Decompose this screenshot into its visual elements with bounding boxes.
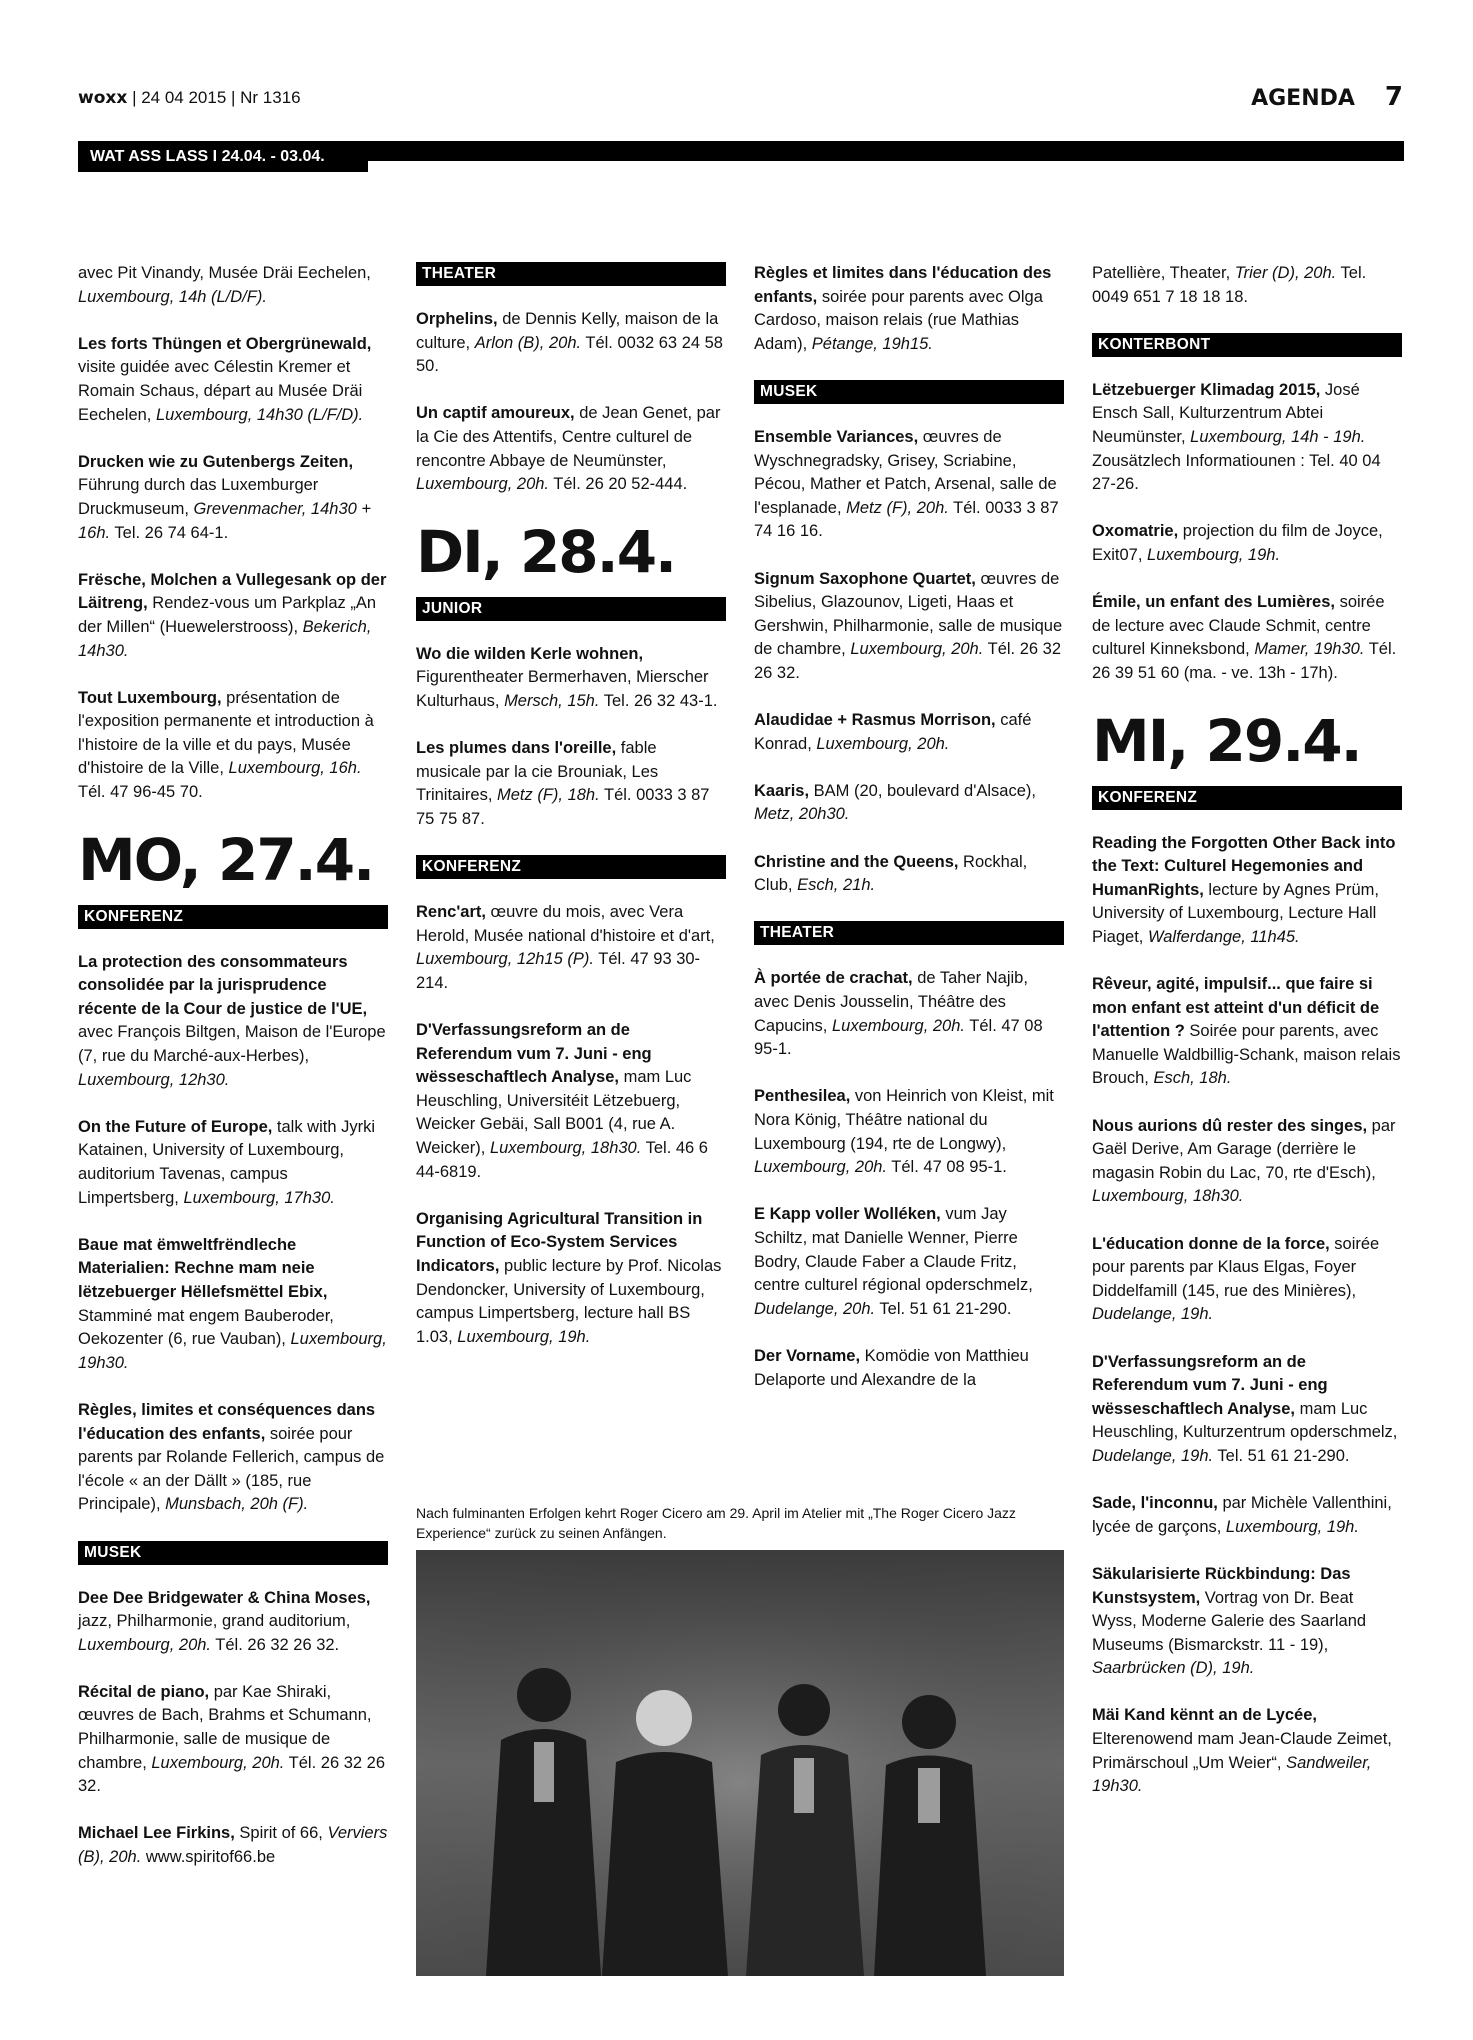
event-details: de Jean Genet, par la Cie des Attentifs, Centre culturel de rencontre Abbaye de Neumünster,: [416, 404, 721, 470]
event-details: Tél. 26 32 26 32.: [211, 1635, 340, 1654]
event-title: Lëtzebuerger Klimadag 2015,: [1092, 380, 1321, 399]
event-details: Tel. 0049 651 7 18 18 18.: [1092, 264, 1367, 306]
event-details: Rendez-vous um Parkplaz „An der Millen“ (Huewelerstrooss),: [78, 594, 377, 636]
event-title: Les plumes dans l'oreille,: [416, 739, 617, 758]
header-section: [1251, 82, 1403, 112]
event-listing: [1092, 1492, 1402, 1539]
event-listing: [1092, 591, 1402, 685]
section-title: AGENDA: [1251, 86, 1355, 111]
event-place-time: Luxembourg, 16h.: [228, 759, 362, 778]
event-place-time: Arlon (B), 20h.: [474, 333, 582, 352]
event-details: soirée de lecture avec Claude Schmit, centre culturel Kinneksbond,: [1092, 593, 1385, 659]
event-details: café Konrad,: [754, 711, 1032, 753]
subhead-label: WAT ASS LASS I 24.04. - 03.04.: [78, 141, 368, 172]
event-place-time: Bekerich, 14h30.: [78, 617, 372, 660]
event-listing: [754, 426, 1064, 544]
event-details: talk with Jyrki Katainen, University of Luxembourg, auditorium Tavenas, campus Limpertsberg,: [78, 1117, 376, 1207]
event-place-time: Trier (D), 20h.: [1234, 264, 1337, 282]
event-listing: [78, 687, 388, 805]
event-details: José Ensch Sall, Kulturzentrum Abtei Neumünster,: [1092, 380, 1360, 446]
event-details: Tél. 47 96-45 70.: [78, 783, 203, 802]
event-place-time: Luxembourg, 20h.: [416, 475, 550, 494]
event-details: Tel. 51 61 21-290.: [875, 1299, 1012, 1318]
event-details: présentation de l'exposition permanente et introduction à l'histoire de la ville et du pays, Musée d'histoire de la Ville,: [78, 688, 374, 778]
event-title: E Kapp voller Wolléken,: [754, 1205, 941, 1224]
event-title: L'éducation donne de la force,: [1092, 1234, 1330, 1253]
event-details: Rockhal, Club,: [754, 852, 1028, 895]
event-title: On the Future of Europe,: [78, 1117, 273, 1136]
event-details: Tél. 26 32 26 32.: [78, 1753, 385, 1796]
event-details: Tel. 51 61 21-290.: [1213, 1446, 1350, 1465]
event-title: Christine and the Queens,: [754, 852, 959, 871]
event-details: BAM (20, boulevard d'Alsace),: [809, 781, 1036, 800]
event-place-time: Luxembourg, 17h30.: [183, 1188, 335, 1207]
event-listing: [416, 402, 726, 496]
event-listing: [1092, 1704, 1402, 1798]
event-listing: [416, 1019, 726, 1184]
event-title: Der Vorname,: [754, 1346, 861, 1365]
event-title: Alaudidae + Rasmus Morrison,: [754, 711, 996, 730]
event-listing: [416, 308, 726, 379]
event-details: avec Pit Vinandy, Musée Dräi Eechelen,: [78, 264, 371, 282]
event-title: Règles, limites et conséquences dans l'éducation des enfants,: [78, 1400, 376, 1443]
event-details: Tel. 46 6 44-6819.: [416, 1139, 708, 1181]
section-label: THEATER: [754, 921, 1064, 945]
event-title: Signum Saxophone Quartet,: [754, 569, 976, 588]
event-title: Règles et limites dans l'éducation des enfants,: [754, 264, 1052, 306]
event-title: Renc'art,: [416, 903, 486, 922]
event-listing: [754, 967, 1064, 1061]
event-details: Stamminé mat engem Bauberoder, Oekozenter (6, rue Vauban),: [78, 1306, 334, 1349]
event-details: Tél. 0033 3 87 75 75 87.: [416, 786, 710, 828]
day-heading: DI, 28.4.: [416, 517, 676, 586]
event-details: von Heinrich von Kleist, mit Nora König, Théâtre national du Luxembourg (194, rte de Longwy),: [754, 1087, 1054, 1153]
event-title: D'Verfassungsreform an de Referendum vum 7. Juni - eng wësseschaftlech Analyse,: [1092, 1352, 1328, 1418]
event-details: Elterenowend mam Jean-Claude Zeimet, Primärschoul „Um Weier“,: [1092, 1730, 1392, 1772]
event-place-time: Metz (F), 20h.: [846, 498, 949, 517]
event-details: de Taher Najib, avec Denis Jousselin, Théâtre des Capucins,: [754, 969, 1028, 1035]
event-listing: [416, 737, 726, 831]
event-place-time: Dudelange, 19h.: [1092, 1446, 1214, 1465]
event-listing: [1092, 1563, 1402, 1681]
event-title: Organising Agricultural Transition in Function of Eco-System Services Indicators,: [416, 1209, 703, 1275]
column-2: [416, 262, 726, 1373]
event-listing: [1092, 973, 1402, 1091]
event-title: Säkularisierte Rückbindung: Das Kunstsystem,: [1092, 1564, 1351, 1607]
event-details: public lecture by Prof. Nicolas Dendoncker, University of Luxembourg, campus Limpertsberg, lecture hall BS 1.03,: [416, 1257, 722, 1346]
event-details: Tél. 26 20 52-444.: [549, 475, 688, 494]
event-details: Patellière, Theater,: [1092, 264, 1235, 282]
event-listing: [416, 643, 726, 714]
event-place-time: Luxembourg, 12h30.: [78, 1070, 230, 1089]
band-photo: [416, 1550, 1064, 1976]
section-label: MUSEK: [78, 1541, 388, 1565]
event-listing: [754, 709, 1064, 756]
event-listing: [1092, 1351, 1402, 1469]
event-listing: [1092, 520, 1402, 567]
event-listing: [1092, 262, 1402, 309]
event-place-time: Luxembourg, 14h30 (L/F/D).: [155, 405, 364, 424]
event-title: Michael Lee Firkins,: [78, 1824, 235, 1843]
event-details: Tél. 0033 3 87 74 16 16.: [754, 498, 1059, 541]
event-details: vum Jay Schiltz, mat Danielle Wenner, Pierre Bodry, Claude Faber a Claude Fritz, centre culturel régional opderschmelz,: [754, 1205, 1033, 1295]
day-heading: MO, 27.4.: [78, 825, 374, 894]
event-details: Tel. 26 74 64-1.: [110, 523, 229, 542]
section-label: KONTERBONT: [1092, 333, 1402, 357]
event-listing: [754, 851, 1064, 898]
event-details: par Gaël Derive, Am Garage (derrière le magasin Robin du Lac, 70, rte d'Esch),: [1092, 1116, 1396, 1182]
event-listing: [78, 951, 388, 1093]
event-listing: [1092, 1115, 1402, 1209]
event-listing: [78, 1587, 388, 1658]
event-place-time: Metz, 20h30.: [754, 805, 850, 824]
event-details: par Michèle Vallenthini, lycée de garçons,: [1092, 1494, 1392, 1536]
event-title: À portée de crachat,: [754, 969, 913, 988]
event-place-time: Luxembourg, 19h.: [1147, 545, 1281, 564]
event-details: mam Luc Heuschling, Kulturzentrum opderschmelz,: [1092, 1399, 1398, 1442]
event-details: Tél. 26 32 26 32.: [754, 640, 1061, 682]
event-details: Vortrag von Dr. Beat Wyss, Moderne Galerie des Saarland Museums (Bismarckstr. 11 - 19),: [1092, 1588, 1367, 1654]
event-details: Tél. 47 93 30-214.: [416, 950, 701, 992]
column-4: [1092, 262, 1402, 1822]
event-title: D'Verfassungsreform an de Referendum vum 7. Juni - eng wësseschaftlech Analyse,: [416, 1021, 652, 1087]
event-place-time: Mamer, 19h30.: [1254, 640, 1365, 659]
event-listing: [78, 1822, 388, 1869]
event-title: Tout Luxembourg,: [78, 688, 222, 707]
event-listing: [754, 1345, 1064, 1392]
event-title: Baue mat ëmweltfrëndleche Materialien: Rechne mam neie lëtzebuerger Hëllefsmëttel Ebix,: [78, 1235, 328, 1301]
event-title: Ensemble Variances,: [754, 427, 919, 446]
event-details: mam Luc Heuschling, Universitéit Lëtzebuerg, Weicker Gebäi, Sall B001 (4, rue A. Weicker),: [416, 1068, 692, 1158]
event-details: projection du film de Joyce, Exit07,: [1092, 522, 1383, 564]
event-listing: [78, 451, 388, 545]
event-title: Wo die wilden Kerle wohnen,: [416, 644, 644, 663]
event-details: soirée pour parents par Rolande Fellerich, campus de l'école « an der Dällt » (185, rue Principale),: [78, 1424, 385, 1514]
event-details: visite guidée avec Célestin Kremer et Romain Schaus, départ au Musée Dräi Eechelen,: [78, 358, 363, 424]
event-place-time: Luxembourg, 20h.: [850, 640, 984, 659]
event-place-time: Luxembourg, 12h15 (P).: [416, 950, 594, 969]
event-place-time: Walferdange, 11h45.: [1147, 927, 1300, 946]
event-place-time: Luxembourg, 18h30.: [1092, 1187, 1244, 1206]
event-listing: [754, 1203, 1064, 1321]
event-place-time: Luxembourg, 19h.: [1225, 1517, 1359, 1536]
event-details: Komödie von Matthieu Delaporte und Alexandre de la: [754, 1346, 1029, 1389]
event-details: Tél. 47 08 95-1.: [754, 1016, 1043, 1059]
event-title: Frësche, Molchen a Vullegesank op der Läitreng,: [78, 570, 387, 613]
event-title: Kaaris,: [754, 781, 810, 800]
event-details: Tél. 47 08 95-1.: [887, 1158, 1007, 1177]
event-listing: [754, 568, 1064, 686]
event-details: soirée pour parents avec Olga Cardoso, maison relais (rue Mathias Adam),: [754, 287, 1043, 353]
event-title: Sade, l'inconnu,: [1092, 1494, 1218, 1513]
event-listing: [754, 262, 1064, 356]
event-place-time: Dudelange, 19h.: [1092, 1305, 1214, 1324]
event-listing: [754, 1085, 1064, 1179]
event-listing: [1092, 379, 1402, 497]
event-place-time: Esch, 18h.: [1153, 1069, 1232, 1088]
event-details: www.spiritof66.be: [141, 1848, 276, 1867]
section-label: KONFERENZ: [416, 855, 726, 879]
event-place-time: Luxembourg, 20h.: [78, 1635, 212, 1654]
section-label: KONFERENZ: [1092, 786, 1402, 810]
event-title: Oxomatrie,: [1092, 522, 1179, 541]
event-place-time: Esch, 21h.: [797, 876, 876, 895]
event-place-time: Mersch, 15h.: [504, 691, 600, 710]
event-listing: [1092, 832, 1402, 950]
event-place-time: Luxembourg, 20h.: [754, 1158, 888, 1177]
event-details: de Dennis Kelly, maison de la culture,: [416, 310, 719, 352]
event-place-time: Luxembourg, 20h.: [151, 1753, 285, 1772]
event-title: Nous aurions dû rester des singes,: [1092, 1116, 1368, 1135]
event-title: Dee Dee Bridgewater & China Moses,: [78, 1588, 371, 1607]
column-3: [754, 262, 1064, 1416]
event-place-time: Dudelange, 20h.: [754, 1299, 876, 1318]
photo-caption: Nach fulminanten Erfolgen kehrt Roger Cicero am 29. April im Atelier mit „The Roger Cicero Jazz Experience“ zurück zu seinen Anfängen.: [416, 1505, 1016, 1541]
event-title: Penthesilea,: [754, 1087, 851, 1106]
event-place-time: Luxembourg, 19h.: [457, 1327, 591, 1346]
event-title: Un captif amoureux,: [416, 404, 575, 423]
event-listing: [1092, 1233, 1402, 1327]
column-1: [78, 262, 388, 1893]
event-details: Tél. 26 39 51 60 (ma. - ve. 13h - 17h).: [1092, 640, 1397, 682]
event-listing: [78, 1681, 388, 1799]
event-details: soirée pour parents par Klaus Elgas, Foyer Diddelfamill (145, rue des Minières),: [1092, 1234, 1380, 1300]
issue-info: | 24 04 2015 | Nr 1316: [132, 88, 301, 107]
section-label: THEATER: [416, 262, 726, 286]
event-place-time: Luxembourg, 14h (L/D/F).: [78, 287, 267, 306]
event-title: Récital de piano,: [78, 1682, 210, 1701]
event-details: fable musicale par la cie Brouniak, Les Trinitaires,: [416, 739, 659, 805]
event-listing: [78, 262, 388, 309]
event-details: Zousätzlech Informatiounen : Tel. 40 04 27-26.: [1092, 451, 1381, 494]
event-details: avec François Biltgen, Maison de l'Europe (7, rue du Marché-aux-Herbes),: [78, 1023, 386, 1066]
event-details: par Kae Shiraki, œuvres de Bach, Brahms et Schumann, Philharmonie, salle de musique de chambre,: [78, 1682, 372, 1772]
event-listing: [754, 780, 1064, 827]
event-place-time: Luxembourg, 14h - 19h.: [1190, 427, 1366, 446]
event-title: La protection des consommateurs consolidée par la jurisprudence récente de la Cour de justice de l'UE,: [78, 952, 368, 1018]
event-details: Führung durch das Luxemburger Druckmuseum,: [78, 476, 319, 518]
event-place-time: Pétange, 19h15.: [811, 334, 933, 353]
event-listing: [78, 569, 388, 663]
event-details: Figurentheater Bermerhaven, Mierscher Kulturhaus,: [416, 668, 709, 710]
event-details: Spirit of 66,: [234, 1824, 328, 1843]
event-title: Les forts Thüngen et Obergrünewald,: [78, 334, 372, 353]
event-place-time: Saarbrücken (D), 19h.: [1092, 1659, 1255, 1678]
event-details: Tél. 0032 63 24 58 50.: [416, 333, 723, 376]
header-issue-line: [78, 88, 301, 108]
event-title: Rêveur, agité, impulsif... que faire si mon enfant est atteint d'un déficit de l'attention ?: [1092, 975, 1380, 1041]
event-place-time: Luxembourg, 19h30.: [78, 1330, 387, 1372]
brand-logo: woxx: [78, 88, 128, 108]
event-listing: [78, 1399, 388, 1517]
event-listing: [416, 901, 726, 995]
event-listing: [78, 1116, 388, 1210]
event-place-time: Munsbach, 20h (F).: [165, 1495, 309, 1514]
event-place-time: Metz (F), 18h.: [497, 786, 600, 805]
event-place-time: Sandweiler, 19h30.: [1092, 1753, 1372, 1796]
event-details: lecture by Agnes Prüm, University of Luxembourg, Lecture Hall Piaget,: [1092, 880, 1380, 946]
event-title: Mäi Kand kënnt an de Lycée,: [1092, 1706, 1317, 1725]
section-label: JUNIOR: [416, 597, 726, 621]
event-listing: [78, 333, 388, 427]
event-details: œuvres de Sibelius, Glazounov, Ligeti, Haas et Gershwin, Philharmonie, salle de musique de chambre,: [754, 569, 1063, 659]
event-place-time: Luxembourg, 18h30.: [489, 1139, 642, 1158]
page-number: 7: [1384, 82, 1403, 112]
event-details: Tel. 26 32 43-1.: [599, 691, 718, 710]
event-listing: [78, 1234, 388, 1376]
event-details: œuvres de Wyschnegradsky, Grisey, Scriabine, Pécou, Mather et Patch, Arsenal, salle de l'esplanade,: [754, 427, 1057, 517]
event-title: Drucken wie zu Gutenbergs Zeiten,: [78, 452, 354, 471]
event-details: œuvre du mois, avec Vera Herold, Musée national d'histoire et d'art,: [416, 903, 715, 945]
event-title: Émile, un enfant des Lumières,: [1092, 593, 1335, 612]
event-place-time: Luxembourg, 20h.: [831, 1016, 965, 1035]
event-title: Orphelins,: [416, 310, 498, 328]
event-title: Reading the Forgotten Other Back into the Text: Culturel Hegemonies and HumanRights,: [1092, 833, 1396, 899]
section-label: KONFERENZ: [78, 905, 388, 929]
event-place-time: Verviers (B), 20h.: [78, 1824, 388, 1867]
day-heading: MI, 29.4.: [1092, 706, 1361, 775]
event-listing: [416, 1208, 726, 1350]
event-details: Soirée pour parents, avec Manuelle Waldbillig-Schank, maison relais Brouch,: [1092, 1022, 1401, 1088]
section-label: MUSEK: [754, 380, 1064, 404]
event-details: jazz, Philharmonie, grand auditorium,: [78, 1612, 351, 1631]
event-place-time: Grevenmacher, 14h30 + 16h.: [78, 499, 372, 542]
band-photo-image: [416, 1550, 1064, 1976]
event-place-time: Luxembourg, 20h.: [816, 734, 950, 753]
